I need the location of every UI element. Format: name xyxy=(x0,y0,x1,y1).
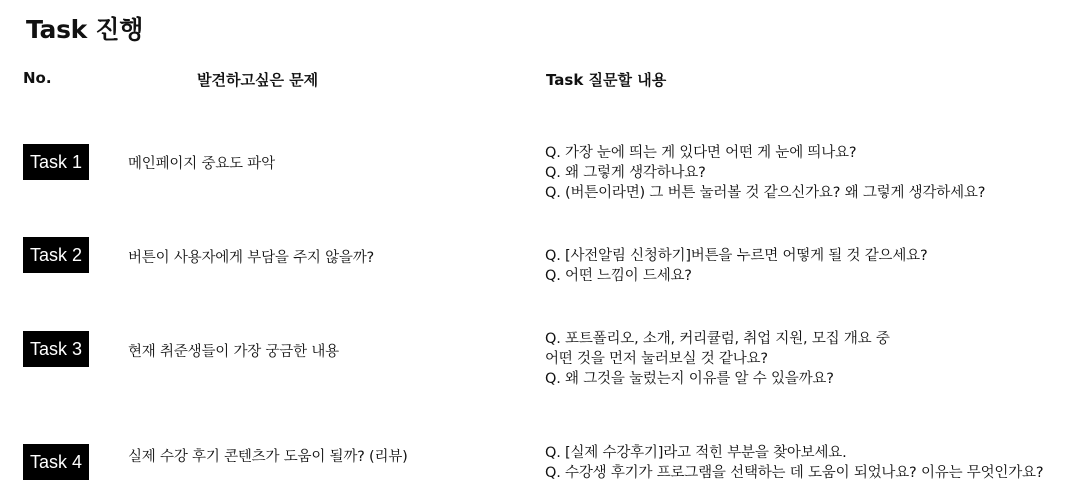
task-problem-1: 메인페이지 중요도 파악 xyxy=(128,156,275,172)
question-line: Q. 가장 눈에 띄는 게 있다면 어떤 게 눈에 띄나요? xyxy=(545,145,857,161)
question-line: Q. 포트폴리오, 소개, 커리큘럼, 취업 지원, 모집 개요 중 xyxy=(545,331,890,347)
task-problem-2: 버튼이 사용자에게 부담을 주지 않을까? xyxy=(128,250,375,266)
task-problem-4: 실제 수강 후기 콘텐츠가 도움이 될까? (리뷰) xyxy=(128,449,408,465)
task-problem-3: 현재 취준생들이 가장 궁금한 내용 xyxy=(128,344,339,360)
task-questions-1 xyxy=(545,143,985,203)
task-questions-3 xyxy=(545,329,890,389)
question-line: Q. 왜 그것을 눌렀는지 이유를 알 수 있을까요? xyxy=(545,371,834,387)
question-line: Q. 왜 그렇게 생각하나요? xyxy=(545,165,706,181)
question-line: Q. [실제 수강후기]라고 적힌 부분을 찾아보세요. xyxy=(545,445,847,461)
task-badge-1: Task 1 xyxy=(23,144,89,180)
task-questions-2 xyxy=(545,246,927,286)
task-badge-2: Task 2 xyxy=(23,237,89,273)
task-badge-3: Task 3 xyxy=(23,331,89,367)
page-title: Task 진행 xyxy=(26,15,144,44)
task-questions-4 xyxy=(545,443,1043,483)
question-line: 어떤 것을 먼저 눌러보실 것 같나요? xyxy=(545,351,768,367)
question-line: Q. [사전알림 신청하기]버튼을 누르면 어떻게 될 것 같으세요? xyxy=(545,248,928,264)
header-question: Task 질문할 내용 xyxy=(546,71,667,89)
question-line: Q. 어떤 느낌이 드세요? xyxy=(545,268,692,284)
question-line: Q. 수강생 후기가 프로그램을 선택하는 데 도움이 되었나요? 이유는 무엇인가요? xyxy=(545,465,1044,481)
question-line: Q. (버튼이라면) 그 버튼 눌러볼 것 같으신가요? 왜 그렇게 생각하세요? xyxy=(545,185,986,201)
header-problem: 발견하고싶은 문제 xyxy=(197,71,319,89)
task-badge-4: Task 4 xyxy=(23,444,89,480)
header-no: No. xyxy=(23,69,52,87)
